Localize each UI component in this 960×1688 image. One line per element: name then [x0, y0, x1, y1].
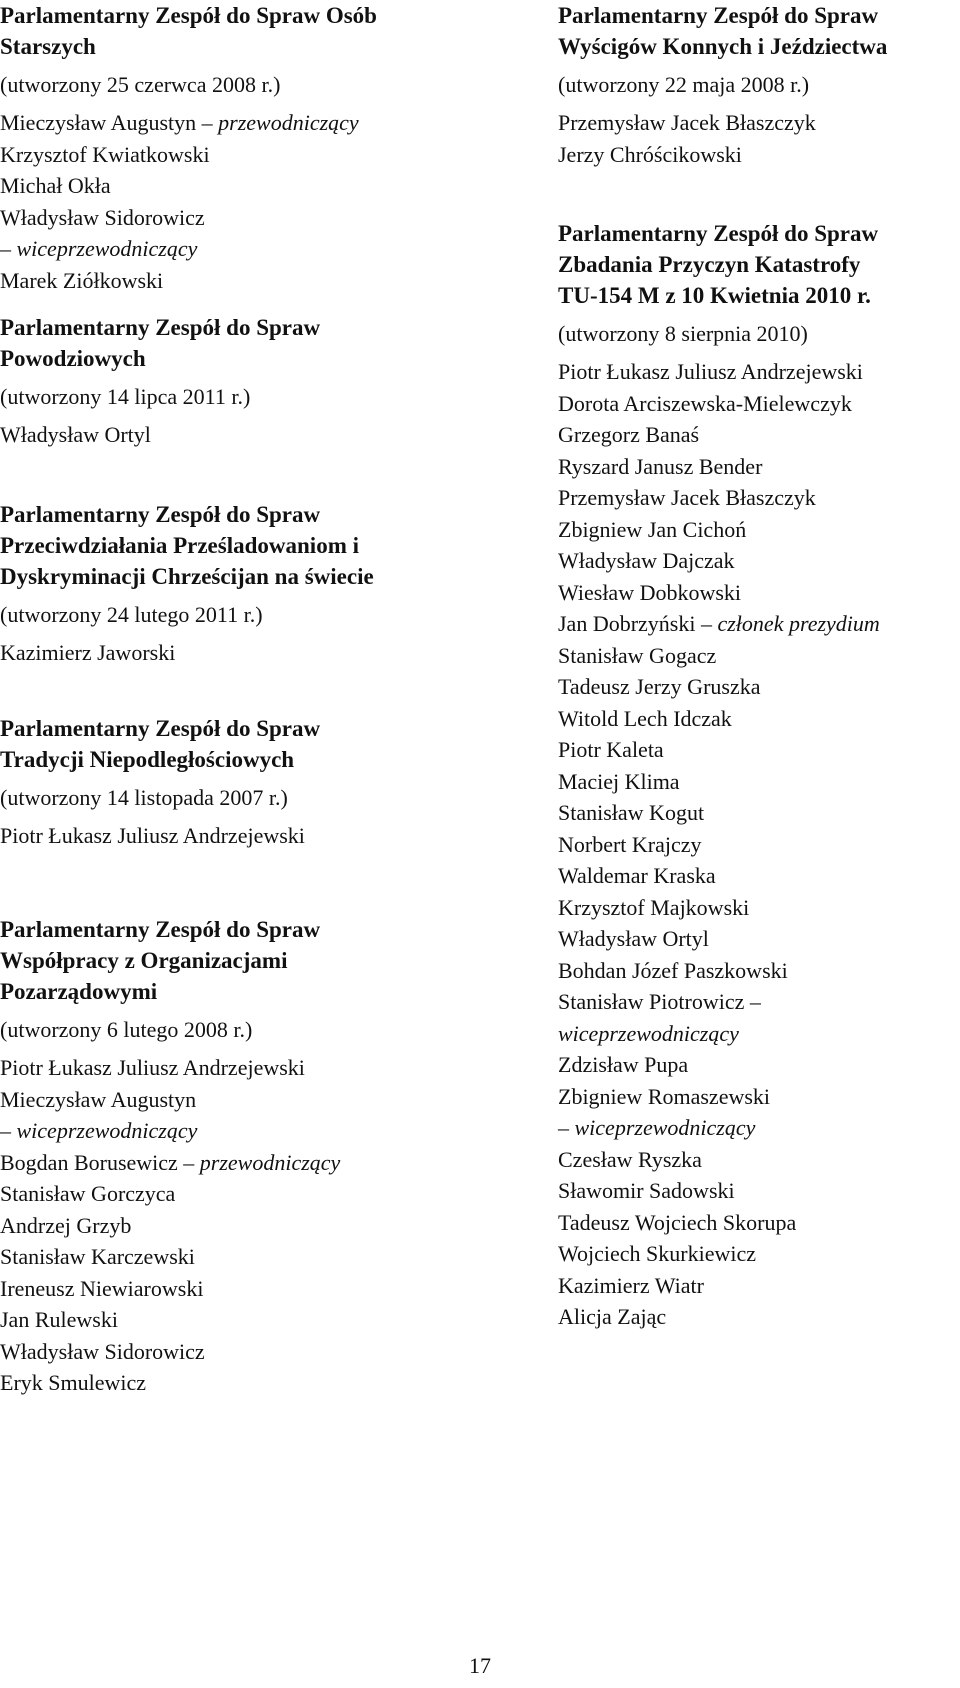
member-item — [558, 419, 960, 451]
member-name: Stanisław Piotrowicz – — [558, 989, 761, 1014]
team-section — [558, 218, 960, 1333]
member-item — [558, 1270, 960, 1302]
team-title-line: Tradycji Niepodległościowych — [0, 747, 295, 772]
member-item — [558, 451, 960, 483]
member-name: Sławomir Sadowski — [558, 1178, 735, 1203]
team-section — [0, 0, 470, 296]
member-item — [558, 892, 960, 924]
member-name: Grzegorz Banaś — [558, 422, 700, 447]
team-title-line: Przeciwdziałania Prześladowaniom i — [0, 533, 359, 558]
team-title-line: TU-154 M z 10 Kwietnia 2010 r. — [558, 283, 871, 308]
team-title — [0, 312, 470, 374]
member-name: – — [0, 236, 17, 261]
member-item — [558, 923, 960, 955]
member-item — [0, 107, 470, 139]
member-item — [558, 356, 960, 388]
member-name: Władysław Dajczak — [558, 548, 735, 573]
member-name: Władysław Ortyl — [0, 422, 151, 447]
member-role: członek prezydium — [717, 611, 880, 636]
member-item — [0, 1147, 470, 1179]
member-item — [0, 1210, 470, 1242]
member-name: Mieczysław Augustyn — [0, 1086, 197, 1112]
member-item — [0, 637, 470, 669]
member-name: Jan Rulewski — [0, 1307, 118, 1332]
creation-date: (utworzony 24 lutego 2011 r.) — [0, 602, 263, 627]
member-item — [558, 107, 960, 139]
member-name: Bohdan Józef Paszkowski — [558, 957, 788, 983]
team-section — [558, 0, 960, 170]
member-name: Waldemar Kraska — [558, 863, 716, 888]
team-title — [558, 0, 960, 62]
team-title — [0, 713, 470, 775]
member-item — [0, 265, 470, 297]
member-item — [558, 986, 960, 1018]
member-item — [558, 671, 960, 703]
team-title-line: Pozarządowymi — [0, 979, 158, 1004]
member-role: wiceprzewodniczący — [16, 1118, 198, 1143]
member-name: – — [0, 1118, 17, 1143]
member-item — [558, 139, 960, 171]
member-item — [558, 1301, 960, 1333]
member-name: Piotr Kaleta — [558, 737, 664, 762]
page-number: 17 — [469, 1653, 491, 1678]
member-item — [0, 1241, 470, 1273]
member-name: Kazimierz Wiatr — [558, 1272, 704, 1298]
member-item — [558, 1018, 960, 1050]
members-list — [0, 107, 470, 296]
member-name: Krzysztof Kwiatkowski — [0, 141, 210, 167]
member-role: wiceprzewodniczący — [558, 1020, 739, 1046]
member-item — [558, 388, 960, 420]
member-item — [558, 545, 960, 577]
member-name: Zdzisław Pupa — [558, 1052, 689, 1077]
member-item — [0, 1052, 470, 1084]
member-name: Władysław Sidorowicz — [0, 204, 205, 230]
members-list — [0, 637, 470, 669]
member-name: Stanisław Kogut — [558, 800, 705, 825]
member-item — [0, 1273, 470, 1305]
member-item — [0, 820, 470, 852]
member-name: Władysław Sidorowicz — [0, 1338, 205, 1364]
member-item — [558, 766, 960, 798]
creation-date: (utworzony 14 listopada 2007 r.) — [0, 785, 288, 810]
member-name: Czesław Ryszka — [558, 1146, 702, 1172]
member-item — [558, 1049, 960, 1081]
team-title-line: Parlamentarny Zespół do Spraw — [558, 3, 879, 28]
member-item — [0, 233, 470, 265]
team-title-line: Parlamentarny Zespół do Spraw — [0, 315, 321, 340]
member-item — [558, 514, 960, 546]
member-name: Tadeusz Jerzy Gruszka — [558, 674, 761, 699]
member-role: wiceprzewodniczący — [16, 236, 198, 261]
member-item — [0, 1115, 470, 1147]
member-item — [558, 482, 960, 514]
member-item — [558, 955, 960, 987]
member-name: Marek Ziółkowski — [0, 267, 164, 293]
member-item — [558, 829, 960, 861]
member-name: Andrzej Grzyb — [0, 1212, 132, 1238]
team-section — [0, 713, 470, 852]
member-name: Kazimierz Jaworski — [0, 640, 176, 665]
team-title-line: Dyskryminacji Chrześcijan na świecie — [0, 564, 374, 589]
member-item — [0, 202, 470, 234]
members-list — [0, 820, 470, 852]
members-list — [0, 1052, 470, 1399]
member-name: Ireneusz Niewiarowski — [0, 1275, 204, 1301]
team-title — [0, 499, 470, 592]
team-title-line: Parlamentarny Zespół do Spraw — [0, 917, 321, 942]
team-title-line: Powodziowych — [0, 346, 146, 371]
team-section — [0, 914, 470, 1399]
creation-date: (utworzony 25 czerwca 2008 r.) — [0, 72, 281, 97]
team-title — [558, 218, 960, 311]
team-title-line: Zbadania Przyczyn Katastrofy — [558, 252, 861, 277]
member-name: Witold Lech Idczak — [558, 705, 732, 731]
member-item — [558, 1175, 960, 1207]
member-name: Alicja Zając — [558, 1304, 667, 1329]
creation-date: (utworzony 8 sierpnia 2010) — [558, 321, 808, 346]
member-name: Przemysław Jacek Błaszczyk — [558, 110, 816, 135]
team-title-line: Parlamentarny Zespół do Spraw — [0, 502, 321, 527]
member-item — [558, 734, 960, 766]
member-name: Krzysztof Majkowski — [558, 894, 750, 920]
member-item — [558, 797, 960, 829]
member-name: Zbigniew Romaszewski — [558, 1083, 771, 1109]
member-item — [0, 170, 470, 202]
member-item — [0, 1336, 470, 1368]
member-name: Przemysław Jacek Błaszczyk — [558, 485, 816, 510]
member-item — [558, 608, 960, 640]
member-item — [0, 1178, 470, 1210]
member-name: Wojciech Skurkiewicz — [558, 1241, 756, 1266]
team-title-line: Starszych — [0, 34, 96, 59]
member-item — [558, 1207, 960, 1239]
member-name: Stanisław Gogacz — [558, 642, 717, 668]
member-item — [558, 577, 960, 609]
member-item — [0, 1084, 470, 1116]
creation-date: (utworzony 22 maja 2008 r.) — [558, 72, 810, 97]
team-section — [0, 312, 470, 451]
member-name: Jerzy Chróścikowski — [558, 141, 742, 167]
member-item — [0, 139, 470, 171]
member-item — [0, 1367, 470, 1399]
team-title-line: Parlamentarny Zespół do Spraw — [558, 221, 879, 246]
member-name: Piotr Łukasz Juliusz Andrzejewski — [0, 823, 305, 848]
member-item — [558, 703, 960, 735]
team-title — [0, 0, 470, 62]
team-title-line: Parlamentarny Zespół do Spraw — [0, 716, 321, 741]
member-item — [558, 1238, 960, 1270]
team-title-line: Parlamentarny Zespół do Spraw Osób — [0, 3, 377, 28]
member-name: Ryszard Janusz Bender — [558, 453, 763, 479]
member-item — [558, 1112, 960, 1144]
member-name: Maciej Klima — [558, 768, 680, 794]
member-item — [0, 419, 470, 451]
member-name: Stanisław Gorczyca — [0, 1181, 176, 1206]
member-item — [0, 1304, 470, 1336]
creation-date: (utworzony 14 lipca 2011 r.) — [0, 384, 251, 409]
member-name: Eryk Smulewicz — [0, 1370, 147, 1395]
creation-date: (utworzony 6 lutego 2008 r.) — [0, 1017, 253, 1042]
member-role: przewodniczący — [199, 1149, 341, 1175]
member-name: Dorota Arciszewska-Mielewczyk — [558, 390, 852, 416]
team-title-line: Wyścigów Konnych i Jeździectwa — [558, 34, 888, 59]
team-title-line: Współpracy z Organizacjami — [0, 948, 288, 973]
team-title — [0, 914, 470, 1007]
member-name: Piotr Łukasz Juliusz Andrzejewski — [0, 1055, 305, 1080]
member-name: Władysław Ortyl — [558, 926, 709, 951]
members-list — [558, 356, 960, 1333]
member-item — [558, 640, 960, 672]
team-section — [0, 499, 470, 669]
member-name: Tadeusz Wojciech Skorupa — [558, 1209, 797, 1235]
member-name: Zbigniew Jan Cichoń — [558, 516, 747, 542]
member-name: Mieczysław Augustyn – — [0, 110, 219, 135]
member-name: Michał Okła — [0, 173, 111, 198]
members-list — [558, 107, 960, 170]
member-role: wiceprzewodniczący — [574, 1115, 756, 1140]
member-role: przewodniczący — [218, 110, 359, 135]
member-name: Bogdan Borusewicz – — [0, 1149, 200, 1175]
member-item — [558, 1144, 960, 1176]
member-name: Norbert Krajczy — [558, 831, 702, 857]
member-item — [558, 860, 960, 892]
member-item — [558, 1081, 960, 1113]
members-list — [0, 419, 470, 451]
member-name: Piotr Łukasz Juliusz Andrzejewski — [558, 359, 863, 384]
member-name: Wiesław Dobkowski — [558, 579, 742, 605]
member-name: Stanisław Karczewski — [0, 1244, 195, 1269]
member-name: Jan Dobrzyński – — [558, 611, 718, 636]
member-name: – — [558, 1115, 575, 1140]
